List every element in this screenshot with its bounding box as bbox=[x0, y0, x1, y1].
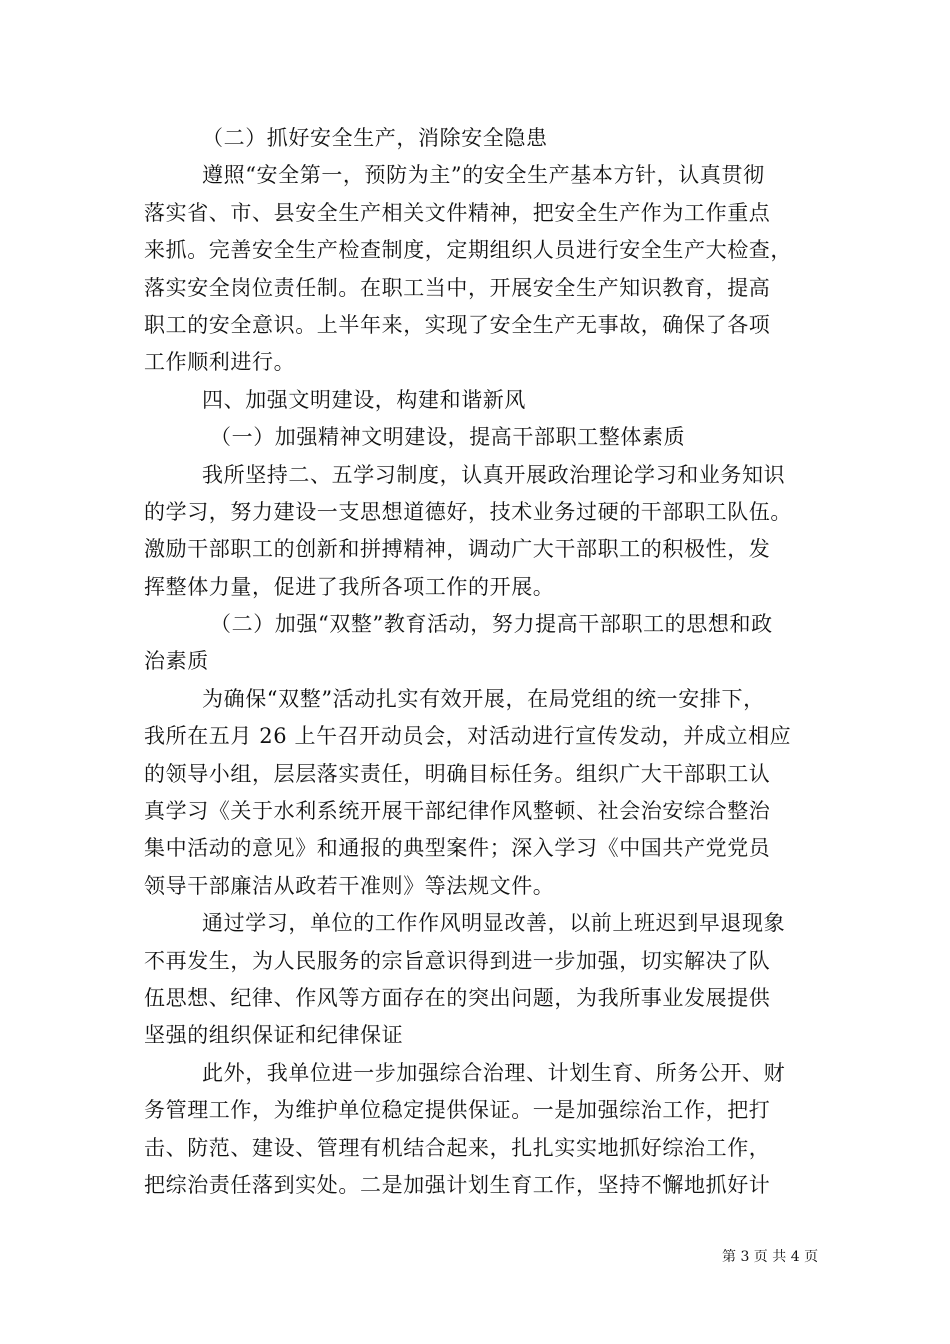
paragraph-line: 不再发生，为人民服务的宗旨意识得到进一步加强，切实解决了队 bbox=[144, 948, 771, 973]
paragraph-line: 遵照“安全第一，预防为主”的安全生产基本方针，认真贯彻 bbox=[202, 163, 765, 188]
page-number-footer: 第 3 页 共 4 页 bbox=[722, 1249, 819, 1265]
section-heading: （二）抓好安全生产，消除安全隐患 bbox=[202, 126, 548, 150]
paragraph-line: 通过学习，单位的工作作风明显改善，以前上班迟到早退现象 bbox=[202, 911, 786, 936]
paragraph-line: 为确保“双整”活动扎实有效开展，在局党组的统一安排下， bbox=[202, 686, 765, 711]
paragraph-line: 伍思想、纪律、作风等方面存在的突出问题，为我所事业发展提供 bbox=[144, 985, 771, 1010]
paragraph-line: 的领导小组，层层落实责任，明确目标任务。组织广大干部职工认 bbox=[144, 761, 771, 786]
paragraph-line: 击、防范、建设、管理有机结合起来，扎扎实实地抓好综治工作， bbox=[144, 1135, 771, 1160]
paragraph-line: 务管理工作，为维护单位稳定提供保证。一是加强综治工作，把打 bbox=[144, 1098, 771, 1123]
subsection-heading-continued: 治素质 bbox=[144, 649, 209, 674]
paragraph-line: 职工的安全意识。上半年来，实现了安全生产无事故，确保了各项 bbox=[144, 312, 771, 337]
paragraph-line: 真学习《关于水利系统开展干部纪律作风整顿、社会治安综合整治 bbox=[144, 799, 771, 824]
paragraph-line: 落实安全岗位责任制。在职工当中，开展安全生产知识教育，提高 bbox=[144, 275, 771, 300]
paragraph-line: 领导干部廉洁从政若干准则》等法规文件。 bbox=[144, 873, 555, 898]
document-body bbox=[144, 120, 820, 1204]
paragraph-line: 挥整体力量，促进了我所各项工作的开展。 bbox=[144, 574, 555, 599]
paragraph-line: 集中活动的意见》和通报的典型案件；深入学习《中国共产党党员 bbox=[144, 836, 771, 861]
paragraph-line: 工作顺利进行。 bbox=[144, 350, 296, 375]
section-heading: 四、加强文明建设，构建和谐新风 bbox=[202, 387, 526, 412]
paragraph-line: 落实省、市、县安全生产相关文件精神，把安全生产作为工作重点 bbox=[144, 200, 771, 225]
paragraph-line: 我所在五月 26 上午召开动员会，对活动进行宣传发动，并成立相应 bbox=[144, 724, 792, 749]
paragraph-line: 激励干部职工的创新和拼搏精神，调动广大干部职工的积极性，发 bbox=[144, 537, 771, 562]
paragraph-line: 坚强的组织保证和纪律保证 bbox=[144, 1023, 404, 1048]
subsection-heading: （一）加强精神文明建设，提高干部职工整体素质 bbox=[210, 425, 686, 450]
paragraph-line: 把综治责任落到实处。二是加强计划生育工作，坚持不懈地抓好计 bbox=[144, 1172, 771, 1197]
paragraph-line: 此外，我单位进一步加强综合治理、计划生育、所务公开、财 bbox=[202, 1060, 786, 1085]
paragraph-line: 的学习，努力建设一支思想道德好，技术业务过硬的干部职工队伍。 bbox=[144, 499, 792, 524]
paragraph-line: 来抓。完善安全生产检查制度，定期组织人员进行安全生产大检查， bbox=[144, 238, 792, 263]
subsection-heading: （二）加强“双整”教育活动，努力提高干部职工的思想和政 bbox=[210, 612, 773, 637]
paragraph-line: 我所坚持二、五学习制度，认真开展政治理论学习和业务知识 bbox=[202, 462, 786, 487]
